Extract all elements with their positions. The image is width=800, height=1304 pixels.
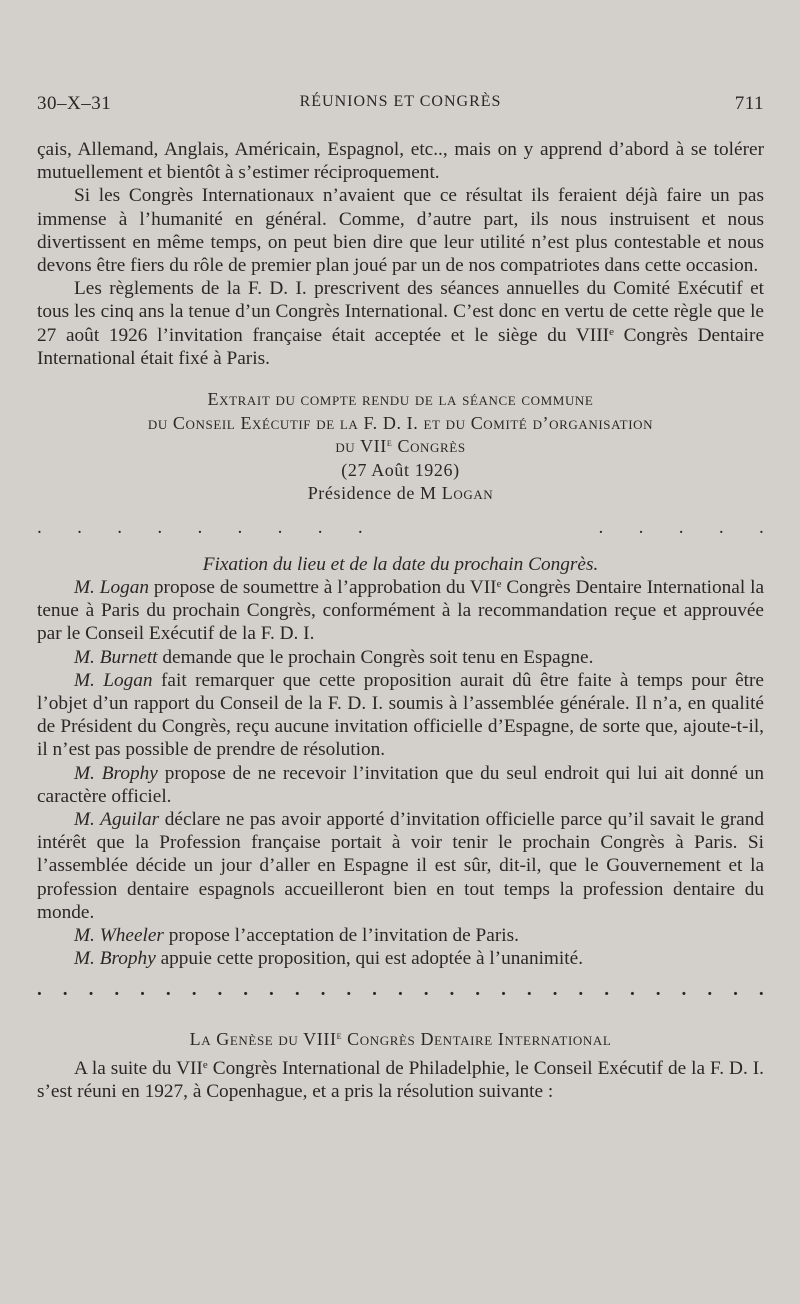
minutes-list xyxy=(37,576,764,970)
minute-text: propose de ne recevoir l’invitation que du seul endroit qui lui ait donné un caractère officiel. xyxy=(37,762,764,807)
speaker-name: M. Aguilar xyxy=(74,808,160,830)
superscript: e xyxy=(202,1058,208,1071)
final-paragraph-a: A la suite du VII xyxy=(74,1057,203,1079)
speaker-name: M. Wheeler xyxy=(74,924,164,946)
speaker-name: M. Logan xyxy=(74,669,153,691)
page-number: 711 xyxy=(734,93,764,114)
extract-line-3 xyxy=(37,435,764,459)
section-title-b: Congrès Dentaire International xyxy=(342,1028,612,1049)
body-text xyxy=(37,138,764,1103)
extract-date: (27 Août 1926) xyxy=(341,459,460,480)
final-paragraph xyxy=(37,1057,764,1103)
running-header xyxy=(37,93,764,117)
minute-entry xyxy=(37,947,764,970)
minute-text: fait remarquer que cette proposition aurait dû être faite à temps pour être l’objet d’un rapport du Conseil de la F. D. I. soumis à l’assemblée générale. Il n’a, en qualité de Président du Congrès, reçu aucune invitation officielle d’Espagne, de sorte que, ajoute-t-il, il n’est pas possible de prendre de résolution. xyxy=(37,669,764,761)
extract-line-3-b: Congrès xyxy=(392,436,466,457)
superscript: e xyxy=(609,325,614,338)
minute-text: demande que le prochain Congrès soit tenu en Espagne. xyxy=(157,646,594,668)
minute-text: propose l’acceptation de l’invitation de Paris. xyxy=(163,924,519,946)
extract-line-3-a: du VII xyxy=(335,436,387,457)
minute-entry xyxy=(37,646,764,669)
speaker-name: M. Logan xyxy=(74,576,150,598)
minute-entry xyxy=(37,576,764,646)
final-paragraph-b: Congrès International de Philadelphie, le Conseil Exécutif de la F. D. I. s’est réuni en 1927, à Copenhague, et a pris la résolution suivante : xyxy=(37,1057,764,1102)
paragraph-3-text-b: Congrès Dentaire International était fixé à Paris. xyxy=(37,324,765,369)
superscript: e xyxy=(496,577,502,590)
extract-heading xyxy=(37,388,764,506)
fixation-title: Fixation du lieu et de la date du prochain Congrès. xyxy=(202,553,599,575)
paragraph-3 xyxy=(37,277,764,370)
header-title: RÉUNIONS ET CONGRÈS xyxy=(299,93,502,110)
minute-entry xyxy=(37,924,764,947)
extract-line-2: du Conseil Exécutif de la F. D. I. et du Comité d’organisation xyxy=(147,412,654,433)
ellipsis-divider-2: . . . . . . . . . . . . . . . . . . . . . . . . . . . . . xyxy=(37,979,764,1001)
paragraph-1: çais, Allemand, Anglais, Américain, Espagnol, etc.., mais on y apprend d’abord à se tolérer mutuellement et bientôt à s’estimer réciproquement. xyxy=(37,139,764,184)
minute-text: déclare ne pas avoir apporté d’invitation officielle parce qu’il savait le grand intérêt que la Profession française portait à voir tenir le prochain Congrès à Paris. Si l’assemblée décide un jour d’aller en Espagne il est sûr, dit-il, que le Gouvernement et la profession dentaire espagnols accueilleront bien en tout temps la profession dentaire du monde. xyxy=(37,808,764,923)
extract-presidency xyxy=(37,482,764,506)
superscript: e xyxy=(336,1029,343,1042)
minute-text: propose de soumettre à l’approbation du VII xyxy=(149,576,497,598)
presidency-name: Logan xyxy=(441,483,494,504)
speaker-name: M. Burnett xyxy=(74,646,158,668)
minute-entry xyxy=(37,808,764,924)
extract-line-1: Extrait du compte rendu de la séance commune xyxy=(207,389,594,410)
speaker-name: M. Brophy xyxy=(74,948,156,970)
section-title xyxy=(37,1028,764,1051)
header-date: 30–X–31 xyxy=(37,93,112,114)
minute-entry xyxy=(37,762,764,808)
presidency-label: Présidence de M xyxy=(307,483,442,504)
section-title-a: La Genèse du VIII xyxy=(189,1028,337,1049)
minute-text-continued: Congrès Dentaire International la tenue à Paris du prochain Congrès, conformément à la recommandation reçue et approuvée par le Conseil Exécutif de la F. D. I. xyxy=(37,576,764,645)
minute-text: appuie cette proposition, qui est adoptée à l’unanimité. xyxy=(155,948,584,970)
speaker-name: M. Brophy xyxy=(74,762,158,784)
paragraph-3-text-a: Les règlements de la F. D. I. prescrivent des séances annuelles du Comité Exécutif et tous les cinq ans la tenue d’un Congrès International. C’est donc en vertu de cette règle que le 27 août 1926 l’invitation française était acceptée et le siège du VIII xyxy=(37,278,764,346)
superscript: e xyxy=(386,437,393,450)
minute-entry xyxy=(37,669,764,762)
ellipsis-divider: . . . . . . . . . . . . . . xyxy=(37,516,764,538)
paragraph-2: Si les Congrès Internationaux n’avaient que ce résultat ils feraient déjà faire un pas immense à l’humanité en général. Comme, d’autre part, ils nous instruisent et nous divertissent en même temps, on peut bien dire que leur utilité n’est plus contestable et nous devons être fiers du rôle de premier plan joué par un de nos compatriotes dans cette occasion. xyxy=(37,185,764,277)
